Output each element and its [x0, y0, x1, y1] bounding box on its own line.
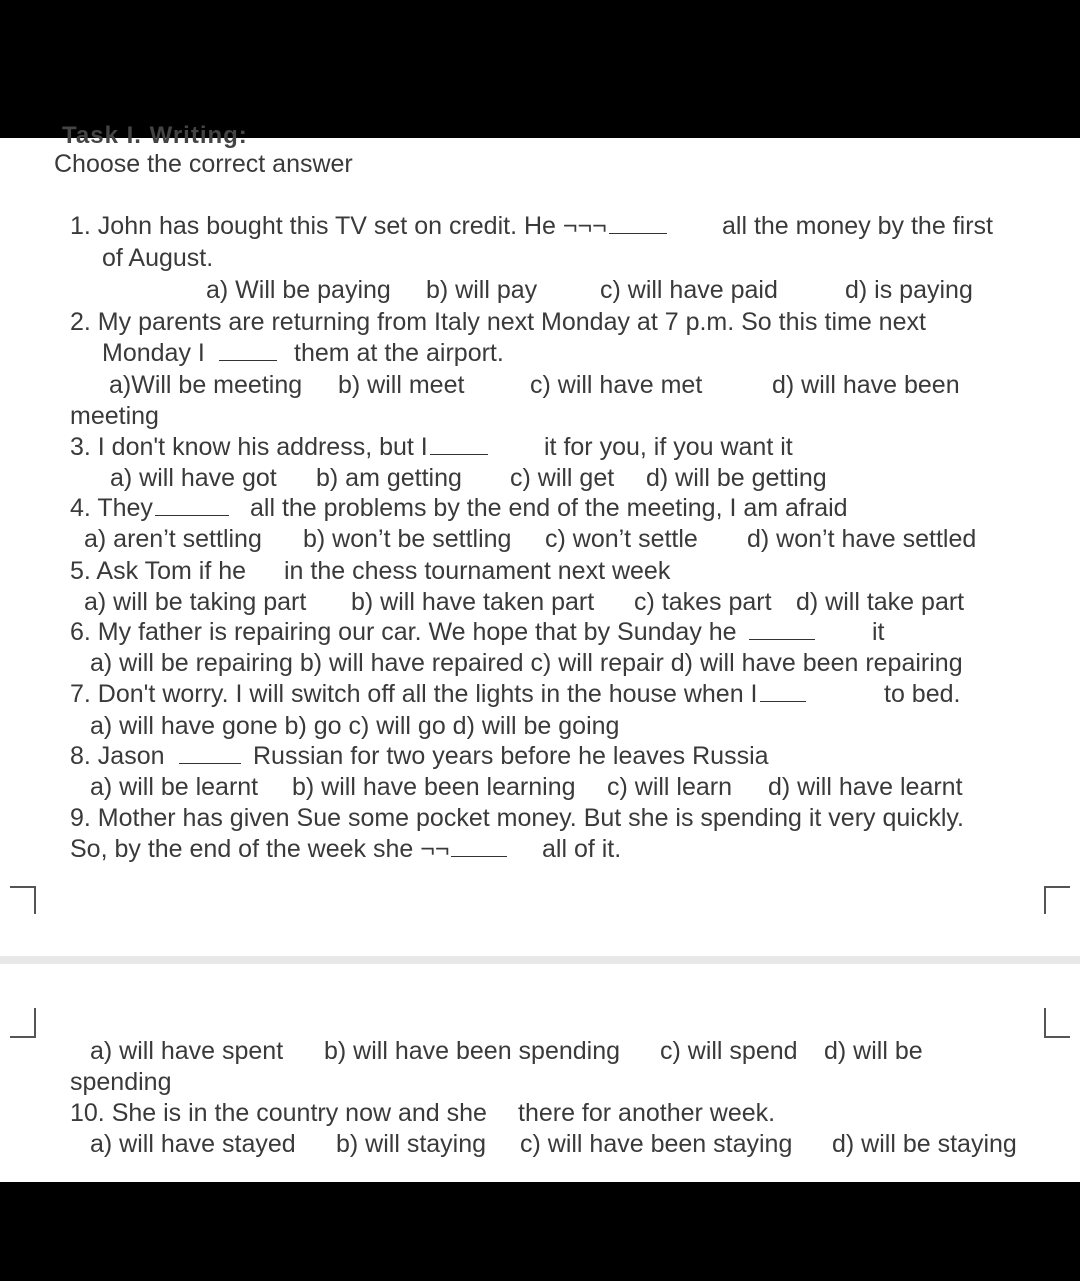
q5-option-a: a) will be taking part [84, 588, 307, 616]
document-page-2 [0, 964, 1080, 1182]
question-1-cont: all the money by the first [722, 212, 993, 240]
q3-option-b: b) am getting [316, 464, 462, 492]
question-3-cont: it for you, if you want it [544, 433, 793, 461]
q10-option-b: b) will staying [336, 1130, 487, 1158]
question-2: 2. My parents are returning from Italy next Monday at 7 p.m. So this time next [70, 308, 926, 336]
q3-option-c: c) will get [510, 464, 615, 492]
q8-option-c: c) will learn [607, 773, 733, 801]
q1-option-c: c) will have paid [600, 276, 778, 304]
page-corner-mark [1044, 886, 1070, 914]
q4-option-c: c) won’t settle [545, 525, 698, 553]
cut-off-heading: Task I. Writing: [62, 122, 248, 149]
question-2-cont: Monday I [102, 338, 279, 368]
q10-option-c: c) will have been staying [520, 1130, 793, 1158]
q1-option-d: d) is paying [845, 276, 973, 304]
question-10-cont: there for another week. [518, 1099, 776, 1127]
page-corner-mark [10, 1008, 36, 1038]
q8-option-a: a) will be learnt [90, 773, 259, 801]
q3-option-d: d) will be getting [646, 464, 827, 492]
question-7-cont: to bed. [884, 680, 961, 708]
question-4: 4. They [70, 493, 231, 523]
q2-option-d-cont: meeting [70, 402, 159, 430]
question-6: 6. My father is repairing our car. We hope that by Sunday he [70, 617, 817, 647]
question-10: 10. She is in the country now and she [70, 1099, 487, 1127]
q1-option-b: b) will pay [426, 276, 538, 304]
q9-option-b: b) will have been spending [324, 1037, 621, 1065]
question-4-cont: all the problems by the end of the meeting, I am afraid [250, 494, 848, 522]
q4-option-d: d) won’t have settled [747, 525, 977, 553]
q10-option-a: a) will have stayed [90, 1130, 296, 1158]
instruction: Choose the correct answer [54, 150, 353, 178]
question-8-cont: Russian for two years before he leaves Russia [253, 742, 769, 770]
q3-option-a: a) will have got [110, 464, 277, 492]
question-6-cont: it [872, 618, 885, 646]
question-1-cont2: of August. [102, 244, 214, 272]
q7-options: a) will have gone b) go c) will go d) will be going [90, 712, 620, 740]
q4-option-b: b) won’t be settling [303, 525, 512, 553]
page-corner-mark [1044, 1008, 1070, 1038]
q8-option-b: b) will have been learning [292, 773, 576, 801]
q2-option-c: c) will have met [530, 371, 703, 399]
question-5-cont: in the chess tournament next week [284, 557, 671, 585]
q5-option-d: d) will take part [796, 588, 965, 616]
question-9: 9. Mother has given Sue some pocket money. But she is spending it very quickly. [70, 804, 964, 832]
document-page-1 [0, 122, 1080, 956]
q5-option-b: b) will have taken part [351, 588, 595, 616]
question-8: 8. Jason [70, 741, 243, 771]
question-2-cont2: them at the airport. [294, 339, 504, 367]
q4-option-a: a) aren’t settling [84, 525, 262, 553]
q9-option-d-cont: spending [70, 1068, 172, 1096]
question-3: 3. I don't know his address, but I [70, 432, 490, 462]
question-1: 1. John has bought this TV set on credit. He ¬¬¬ [70, 211, 669, 241]
q2-option-b: b) will meet [338, 371, 465, 399]
q8-option-d: d) will have learnt [768, 773, 963, 801]
question-9-cont2: all of it. [542, 835, 622, 863]
q5-option-c: c) takes part [634, 588, 772, 616]
q9-option-d: d) will be [824, 1037, 923, 1065]
q6-options: a) will be repairing b) will have repaired c) will repair d) will have been repairing [90, 649, 963, 677]
q2-option-a: a)Will be meeting [109, 371, 303, 399]
page-separator [0, 956, 1080, 964]
question-7: 7. Don't worry. I will switch off all the lights in the house when I [70, 679, 808, 709]
q10-option-d: d) will be staying [832, 1130, 1017, 1158]
question-5: 5. Ask Tom if he [70, 557, 247, 585]
page-corner-mark [10, 886, 36, 914]
q9-option-a: a) will have spent [90, 1037, 284, 1065]
question-9-cont: So, by the end of the week she ¬¬ [70, 834, 509, 864]
q1-option-a: a) Will be paying [206, 276, 391, 304]
q9-option-c: c) will spend [660, 1037, 798, 1065]
q2-option-d: d) will have been [772, 371, 960, 399]
